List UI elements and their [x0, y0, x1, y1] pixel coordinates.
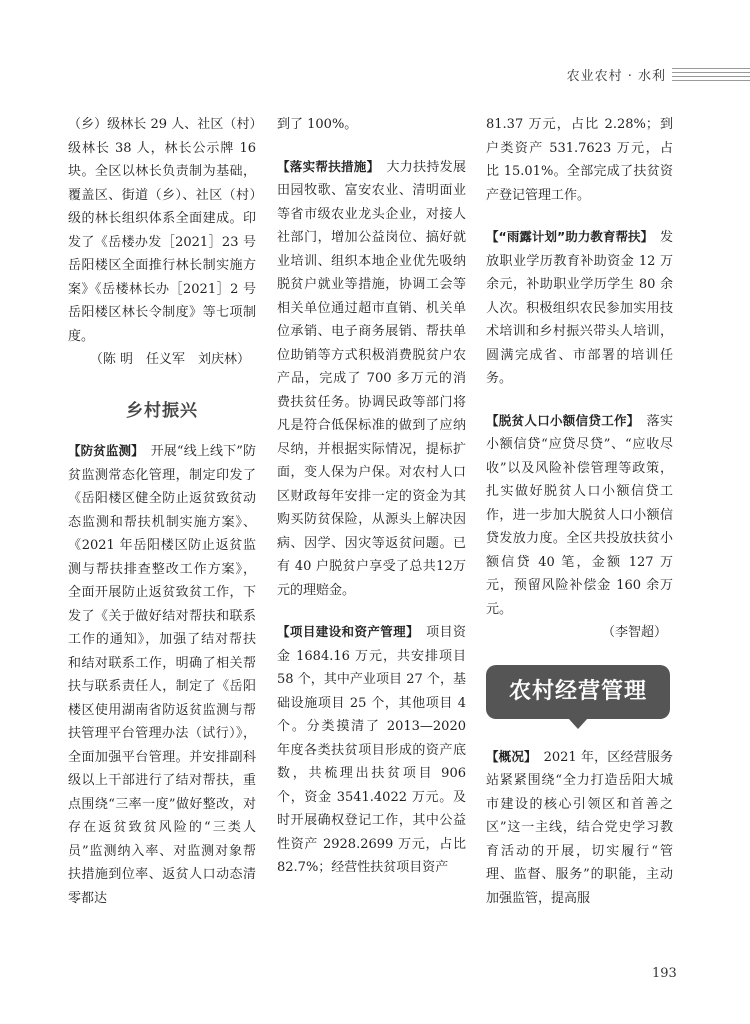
text-poverty-monitoring: 开展“线上线下”防贫监测常态化管理，制定印发了《岳阳楼区健全防止返贫致贫动态监测和帮扶机制实施方案》、《2021 年岳阳楼区防止返贫监测与帮扶排查整改工作方案》，全面开展防止返贫致贫工作，下发了《关于做好结对帮扶和联系工作的通知》，加强了结对帮扶和结对联系工作，明确了相关帮扶与联系责任人，制定了《岳阳楼区使用湖南省防返贫监测与帮扶管理平台管理办法（试行）》，全面加强平台管理。并安排副科级以上干部进行了结对帮扶，重点围绕“三率一度”做好整改，对存在返贫致贫风险的“三类人员”监测纳入率、对监测对象帮扶措施到位率、返贫人口动态清零都达 — [68, 444, 256, 906]
section-header-title: 农业农村 · 水利 — [566, 69, 666, 84]
text-project-asset: 项目资金 1684.16 万元，共安排项目 58 个，其中产业项目 27 个，基础设施项目 25 个，其他项目 4 个。分类摸清了 2013—2020 年度各类扶贫项目形成的资产底数，共梳理出扶贫项目 906 个，资金 3541.4022 万元。及时开展确权登记工作，其中公益性资产 2928.2699 万元，占比 82.7%；经营性扶贫项目资产 — [277, 625, 466, 875]
heading-poverty-monitoring: 【防贫监测】 — [68, 443, 138, 458]
page-number: 193 — [652, 966, 677, 981]
paragraph-microcredit — [486, 409, 673, 622]
paragraph-poverty-monitoring — [68, 439, 256, 910]
paragraph-overview — [486, 745, 673, 911]
heading-overview: 【概况】 — [486, 748, 531, 764]
text-microcredit: 落实小额信贷“应贷尽贷”、“应收尽收”以及风险补偿管理等政策，扎实做好脱贫人口小额信贷工作，进一步加大脱贫人口小额信贷发放力度。全区共投放扶贫小额信贷 40 笔，金额 127 万元，预留风险补偿金 160 余万元。 — [486, 413, 673, 617]
text-overview: 2021 年，区经营服务站紧紧围绕“全力打造岳阳大城市建设的核心引领区和首善之区”这一主线，结合党史学习教育活动的开展，切实履行“管理、监督、服务”的职能，主动加强监管，提高服 — [486, 749, 673, 906]
heading-project-asset: 【项目建设和资产管理】 — [277, 624, 413, 639]
heading-yulu-plan: 【“雨露计划”助力教育帮扶】 — [486, 229, 647, 244]
paragraph-project-asset — [277, 620, 466, 880]
column-3 — [486, 113, 673, 910]
paragraph-yulu-plan — [486, 225, 673, 391]
header-decoration-lines — [672, 68, 750, 84]
text-assistance-measures: 大力扶持发展田园牧歌、富安农业、清明面业等省市级农业龙头企业，对接人社部门，增加公益岗位、搞好就业培训、组织本地企业优先吸纳脱贫户就业等措施，协调工会等相关单位通过超市直销、机关单位承销、电子商务展销、帮扶单位助销等方式积极消费脱贫户农产品，完成了 700 多万元的消费扶贫任务。协调民政等部门将凡是符合低保标准的做到了应纳尽纳，并根据实际情况，提标扩面，变人保为户保。对农村人口区财政每年安排一定的资金为其购买防贫保险，从源头上解决因病、因学、因灾等返贫问题。已有 40 户脱贫户享受了总共12万元的理赔金。 — [277, 159, 466, 598]
column-2 — [277, 113, 466, 880]
callout-tail — [568, 718, 588, 729]
running-header — [0, 64, 750, 86]
heading-microcredit: 【脱贫人口小额信贷工作】 — [486, 412, 634, 428]
section-callout-rural-management — [486, 665, 670, 719]
heading-assistance-measures: 【落实帮扶措施】 — [277, 158, 374, 174]
section-title-rural-revitalization: 乡村振兴 — [126, 400, 198, 421]
authors-microcredit: （李智超） — [601, 625, 667, 640]
authors-forestry: （陈 明 任义军 刘庆林） — [89, 352, 250, 367]
paragraph-continuation: 到了 100%。 — [277, 117, 358, 132]
paragraph-asset-continuation: 81.37 万元，占比 2.28%；到户类资产 531.7623 万元，占比 15.01%。全部完成了扶贫资产登记管理工作。 — [486, 117, 673, 203]
paragraph-assistance-measures — [277, 155, 466, 603]
callout-title: 农村经营管理 — [508, 678, 647, 704]
paragraph-forest-chief: （乡）级林长 29 人、社区（村）级林长 38 人，林长公示牌 16 块。全区以林长负责制为基础，覆盖区、街道（乡）、社区（村）级的林长组织体系全面建成。印发了《岳楼办发［2021］23 号岳阳楼区全面推行林长制实施方案》《岳楼林长办［2021］2 号岳阳楼区林长令制度》等七项制度。 — [68, 117, 256, 344]
text-yulu-plan: 发放职业学历教育补助资金 12 万余元，补助职业学历学生 80 余人次。积极组织农民参加实用技术培训和乡村振兴带头人培训，圆满完成省、市部署的培训任务。 — [486, 230, 673, 386]
column-1 — [68, 113, 256, 910]
